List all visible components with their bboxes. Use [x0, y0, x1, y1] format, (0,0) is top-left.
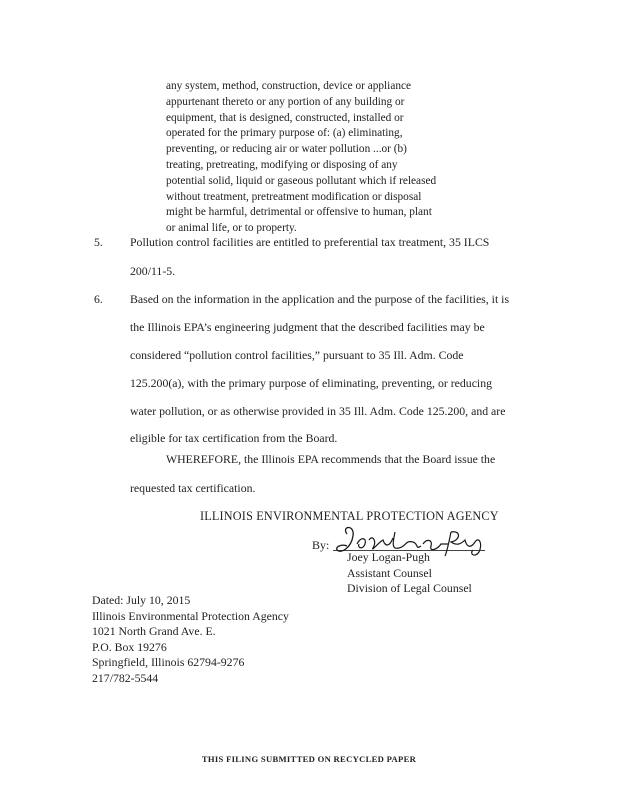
- wherefore-line: WHEREFORE, the Illinois EPA recommends that the Board issue the: [166, 452, 496, 466]
- dated-date: Dated: July 10, 2015: [92, 593, 191, 607]
- paragraph-6-line: the Illinois EPA’s engineering judgment that the described facilities may be: [130, 320, 485, 334]
- signer-title: Assistant Counsel: [347, 565, 432, 580]
- signer-name: Joey Logan-Pugh: [347, 550, 430, 564]
- recycled-paper-footer: THIS FILING SUBMITTED ON RECYCLED PAPER: [201, 754, 417, 764]
- paragraph-6-line: water pollution, or as otherwise provided in 35 Ill. Adm. Code 125.200, and are: [130, 404, 506, 418]
- paragraph-6-line: 125.200(a), with the primary purpose of eliminating, preventing, or reducing: [130, 376, 493, 390]
- quote-line: might be harmful, detrimental or offensive to human, plant: [166, 206, 432, 219]
- paragraph-5-line: Pollution control facilities are entitled to preferential tax treatment, 35 ILCS: [130, 235, 490, 249]
- paragraph-6-line: Based on the information in the application and the purpose of the facilities, it is: [130, 292, 510, 306]
- quote-line: potential solid, liquid or gaseous pollutant which if released: [166, 174, 437, 187]
- wherefore-line: requested tax certification.: [130, 481, 256, 495]
- signer-details: [347, 550, 472, 597]
- agency-name: ILLINOIS ENVIRONMENTAL PROTECTION AGENCY: [200, 509, 499, 523]
- quote-line: or animal life, or to property.: [166, 222, 297, 235]
- paragraph-5-number: 5.: [94, 235, 103, 249]
- paragraph-5-line: 200/11-5.: [130, 264, 176, 278]
- quote-line: preventing, or reducing air or water pollution ...or (b): [166, 143, 407, 156]
- statute-quote: [166, 79, 456, 237]
- quote-line: operated for the primary purpose of: (a) eliminating,: [166, 127, 403, 140]
- quote-line: any system, method, construction, device or appliance: [166, 80, 412, 92]
- dated-po-box: P.O. Box 19276: [92, 639, 167, 654]
- dated-city: Springfield, Illinois 62794-9276: [92, 655, 245, 670]
- quote-line: treating, pretreating, modifying or disposing of any: [166, 158, 398, 171]
- dated-org: Illinois Environmental Protection Agency: [92, 608, 289, 623]
- signer-division: Division of Legal Counsel: [347, 581, 472, 595]
- paragraph-6-line: considered “pollution control facilities,” pursuant to 35 Ill. Adm. Code: [130, 348, 464, 362]
- quote-line: equipment, that is designed, constructed, installed or: [166, 111, 404, 124]
- dated-street: 1021 North Grand Ave. E.: [92, 624, 216, 639]
- quote-line: appurtenant thereto or any portion of any building or: [166, 95, 405, 108]
- by-label: By:: [312, 538, 330, 552]
- paragraph-6-line: eligible for tax certification from the Board.: [130, 431, 338, 445]
- paragraph-6-number: 6.: [94, 292, 103, 306]
- quote-line: without treatment, pretreatment modification or disposal: [166, 190, 422, 203]
- dated-phone: 217/782-5544: [92, 670, 159, 685]
- dated-block: [92, 593, 289, 687]
